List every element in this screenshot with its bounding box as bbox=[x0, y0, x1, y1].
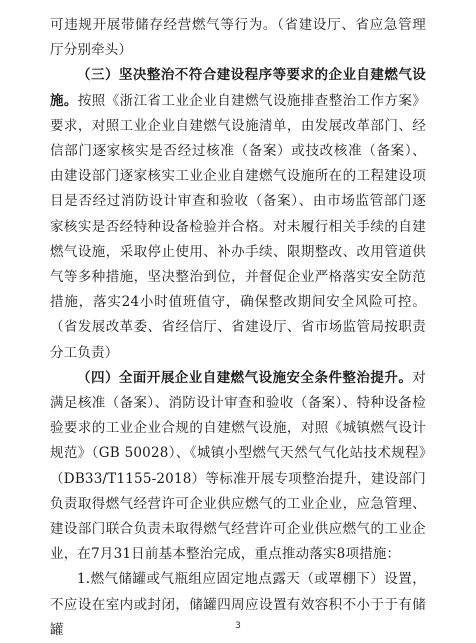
document-body bbox=[50, 13, 426, 643]
page-number: 3 bbox=[235, 621, 241, 631]
section-four-body: 对满足核准（备案）、消防设计审查和验收（备案）、特种设备检验要求的工业企业合规的自建燃气设施，对照《城镇燃气设计规范》（GB 50028）、《城镇小型燃气天然气气化站技术规程》（DB33/T1155-2018）等标准开展专项整治提升，建设部门负责取得燃气经营许可企业供应燃气的工业企业，应急管理、建设部门联合负责未取得燃气经营许可企业供应燃气的工业企业，在7月31日前基本整治完成，重点推动落实8项措施： bbox=[50, 369, 426, 563]
section-three-heading: （三）坚决整治不符合建设程序等要求的企业自建燃气设施。 bbox=[50, 67, 426, 109]
item-one-text: 1.燃气储罐或气瓶组应固定地点露天（或罩棚下）设置，不应设在室内或封闭，储罐四周应设置有效容积不小于于有储罐 bbox=[50, 571, 426, 638]
item-one-paragraph bbox=[50, 567, 426, 643]
section-four-heading: （四）全面开展企业自建燃气设施安全条件整治提升。 bbox=[77, 369, 413, 386]
section-four-paragraph bbox=[50, 366, 426, 568]
section-three-body: 按照《浙江省工业企业自建燃气设施排查整治工作方案》要求，对照工业企业自建燃气设施清单，由发展改革部门、经信部门逐家核实是否经过核准（备案）或技改核准（备案）、由建设部门逐家核实工业企业自建燃气设施所在的工程建设项目是否经过消防设计审查和验收（备案）、由市场监管部门逐家核实是否经特种设备检验并合格。对未履行相关手续的自建燃气设施，采取停止使用、补办手续、限期整改、改用管道供气等多种措施，坚决整治到位，并督促企业严格落实安全防范措施，落实24小时值班值守，确保整改期间安全风险可控。（省发展改革委、省经信厅、省建设厅、省市场监管局按职责分工负责） bbox=[50, 92, 426, 361]
section-three-paragraph bbox=[50, 63, 426, 365]
paragraph-continuation bbox=[50, 13, 426, 63]
paragraph-text: 可违规开展带储存经营燃气等行为。（省建设厅、省应急管理厅分别牵头） bbox=[50, 17, 426, 59]
